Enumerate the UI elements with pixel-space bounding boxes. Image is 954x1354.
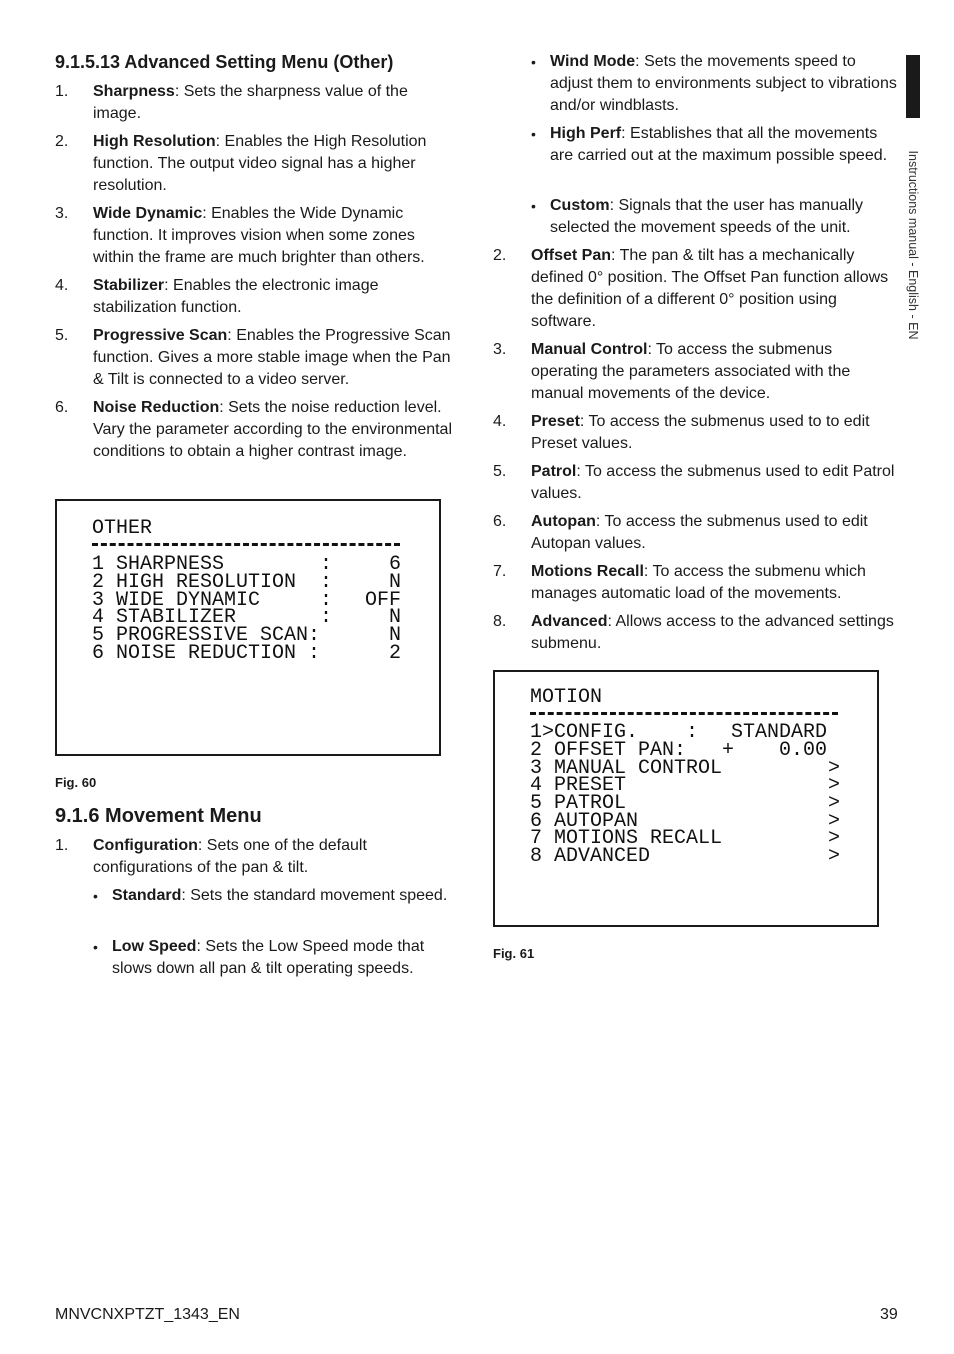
- osd-row-label: 2 OFFSET PAN: +: [530, 739, 735, 762]
- osd-row-label: 1 SHARPNESS :: [92, 553, 333, 576]
- item-desc: : Enables the Progressive Scan function. Gives a more stable image when the Pan & Tilt is connected to a video server.: [93, 327, 451, 388]
- item-text: [93, 203, 457, 269]
- item-number: 1.: [55, 83, 69, 100]
- osd-row-label: 8 ADVANCED: [530, 845, 651, 868]
- bullet-text: [550, 51, 899, 117]
- item-text: [93, 397, 457, 463]
- osd-row-label: 5 PATROL: [530, 792, 627, 815]
- item-desc: : To access the submenus used to to edit Preset values.: [531, 413, 870, 452]
- item-text: [531, 411, 899, 455]
- osd-row-value: N: [388, 571, 401, 594]
- item-text: [93, 131, 457, 197]
- item-text: [531, 511, 899, 555]
- bullet-desc: : Sets the Low Speed mode that slows down all pan & tilt operating speeds.: [112, 938, 425, 977]
- item-number: 6.: [55, 399, 69, 416]
- submenu-arrow: >: [827, 774, 840, 797]
- bullet-desc: : Establishes that all the movements are carried out at the maximum possible speed.: [550, 125, 888, 164]
- osd-row-value: STANDARD: [730, 721, 827, 744]
- osd-other-menu: [55, 499, 441, 756]
- item-term: Motions Recall: [531, 563, 644, 580]
- page-number: 39: [880, 1306, 898, 1323]
- figure-caption: Fig. 61: [493, 946, 535, 961]
- item-term: Wide Dynamic: [93, 205, 203, 222]
- item-desc: : To access the submenus operating the parameters associated with the manual movements of the device.: [531, 341, 851, 402]
- osd-row-value: 6: [388, 553, 401, 576]
- item-number: 3.: [55, 205, 69, 222]
- section-heading-movement-menu: 9.1.6 Movement Menu: [55, 805, 262, 827]
- item-desc: : Sets the noise reduction level. Vary the parameter according to the environmental conditions to obtain a higher contrast image.: [93, 399, 453, 460]
- item-desc: : Sets the sharpness value of the image.: [93, 83, 408, 122]
- bullet-icon: •: [531, 198, 536, 214]
- item-number: 5.: [55, 327, 69, 344]
- item-number: 2.: [55, 133, 69, 150]
- osd-row-label: 4 PRESET: [530, 774, 627, 797]
- bullet-icon: •: [531, 54, 536, 70]
- bullet-desc: : Sets the movements speed to adjust them to environments subject to vibrations and/or windblasts.: [550, 53, 897, 114]
- bullet-text: [550, 123, 899, 167]
- bullet-text: [550, 195, 899, 239]
- item-desc: : To access the submenus used to edit Autopan values.: [531, 513, 868, 552]
- osd-row-label: 3 MANUAL CONTROL: [530, 757, 723, 780]
- item-text: [531, 561, 899, 605]
- osd-motion-menu: [493, 670, 879, 927]
- osd-row-value: 0.00: [778, 739, 827, 762]
- item-text: [93, 325, 457, 391]
- bullet-term: Low Speed: [112, 938, 197, 955]
- submenu-arrow: >: [827, 810, 840, 833]
- item-text: [531, 339, 899, 405]
- item-number: 4.: [55, 277, 69, 294]
- bullet-icon: •: [531, 126, 536, 142]
- osd-row-label: 7 MOTIONS RECALL: [530, 827, 723, 850]
- item-number: 5.: [493, 463, 507, 480]
- item-term: Noise Reduction: [93, 399, 220, 416]
- bullet-desc: : Sets the standard movement speed.: [181, 887, 448, 904]
- bullet-text: [112, 885, 457, 907]
- item-number: 7.: [493, 563, 507, 580]
- item-desc: : To access the submenus used to edit Patrol values.: [531, 463, 895, 502]
- document-code: MNVCNXPTZT_1343_EN: [55, 1306, 240, 1323]
- osd-row-label: 3 WIDE DYNAMIC :: [92, 589, 333, 612]
- figure-caption: Fig. 60: [55, 775, 97, 790]
- item-term: Preset: [531, 413, 580, 430]
- bullet-term: Standard: [112, 887, 182, 904]
- bullet-term: Custom: [550, 197, 610, 214]
- submenu-arrow: >: [827, 792, 840, 815]
- osd-row-label: 5 PROGRESSIVE SCAN:: [92, 624, 321, 647]
- item-term: Progressive Scan: [93, 327, 228, 344]
- item-desc: : Enables the High Resolution function. The output video signal has a higher resolution.: [93, 133, 427, 194]
- item-text: [531, 461, 899, 505]
- item-desc: : Enables the electronic image stabilization function.: [93, 277, 379, 316]
- bullet-term: Wind Mode: [550, 53, 636, 70]
- bullet-icon: •: [93, 939, 98, 955]
- osd-row-label: 4 STABILIZER :: [92, 606, 333, 629]
- osd-row-label: 2 HIGH RESOLUTION :: [92, 571, 333, 594]
- osd-row-label: 6 NOISE REDUCTION :: [92, 642, 321, 665]
- section-heading-advanced-other: 9.1.5.13 Advanced Setting Menu (Other): [55, 52, 394, 72]
- osd-divider: [92, 543, 400, 546]
- item-text: [93, 275, 457, 319]
- item-term: Manual Control: [531, 341, 648, 358]
- item-term: Autopan: [531, 513, 596, 530]
- bullet-text: [112, 936, 457, 980]
- osd-row-value: N: [388, 606, 401, 629]
- osd-row-label: 1>CONFIG. :: [530, 721, 699, 744]
- osd-row-value: N: [388, 624, 401, 647]
- submenu-arrow: >: [827, 757, 840, 780]
- bullet-icon: •: [93, 888, 98, 904]
- item-term: Offset Pan: [531, 247, 612, 264]
- item-number: 2.: [493, 247, 507, 264]
- item-text: [531, 611, 899, 655]
- osd-title: OTHER: [92, 517, 153, 540]
- side-tab-marker: [906, 55, 920, 118]
- side-label-text: Instructions manual - English - EN: [906, 150, 920, 340]
- item-term: High Resolution: [93, 133, 216, 150]
- item-term: Patrol: [531, 463, 577, 480]
- item-text: [93, 835, 457, 879]
- osd-row-value: 2: [388, 642, 401, 665]
- item-desc: : Sets one of the default configurations of the pan & tilt.: [93, 837, 367, 876]
- osd-row-value: OFF: [364, 589, 401, 612]
- bullet-desc: : Signals that the user has manually selected the movement speeds of the unit.: [550, 197, 864, 236]
- item-desc: : Enables the Wide Dynamic function. It improves vision when some zones within the frame are much brighter than others.: [93, 205, 425, 266]
- item-term: Advanced: [531, 613, 608, 630]
- item-term: Configuration: [93, 837, 198, 854]
- item-number: 8.: [493, 613, 507, 630]
- submenu-arrow: >: [827, 845, 840, 868]
- item-number: 3.: [493, 341, 507, 358]
- item-desc: : Allows access to the advanced settings submenu.: [531, 613, 894, 652]
- item-text: [531, 245, 899, 333]
- item-desc: : To access the submenu which manages automatic load of the movements.: [531, 563, 866, 602]
- item-number: 1.: [55, 837, 69, 854]
- osd-title: MOTION: [530, 686, 603, 709]
- submenu-arrow: >: [827, 827, 840, 850]
- item-term: Stabilizer: [93, 277, 165, 294]
- item-number: 6.: [493, 513, 507, 530]
- item-term: Sharpness: [93, 83, 175, 100]
- bullet-term: High Perf: [550, 125, 622, 142]
- item-text: [93, 81, 457, 125]
- item-desc: : The pan & tilt has a mechanically defined 0° position. The Offset Pan function allows the definition of a different 0° position using software.: [531, 247, 889, 330]
- osd-row-label: 6 AUTOPAN: [530, 810, 639, 833]
- osd-divider: [530, 712, 838, 715]
- item-number: 4.: [493, 413, 507, 430]
